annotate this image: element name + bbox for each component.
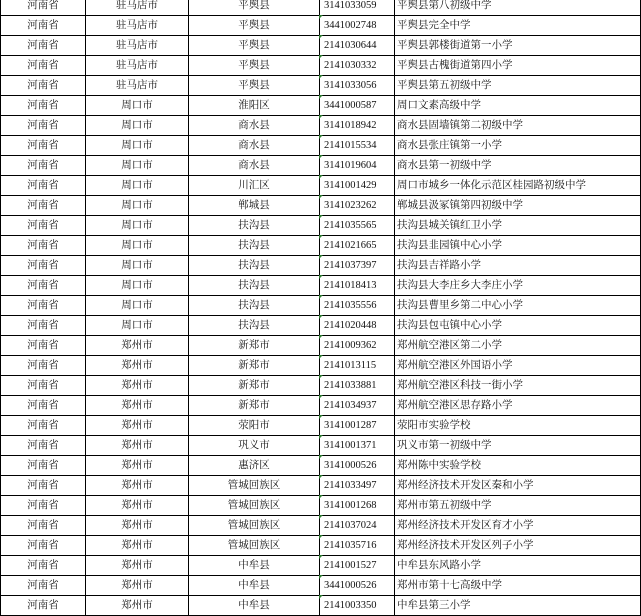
county-cell[interactable]: 巩义市: [189, 436, 320, 456]
table-row: [1, 536, 641, 556]
county-cell[interactable]: 管城回族区: [189, 476, 320, 496]
school-name-cell[interactable]: 郑州经济技术开发区秦和小学: [395, 476, 641, 496]
province-cell[interactable]: 河南省: [1, 496, 86, 516]
province-cell[interactable]: 河南省: [1, 356, 86, 376]
table-row: [1, 516, 641, 536]
table-row: [1, 216, 641, 236]
city-cell[interactable]: 郑州市: [86, 436, 189, 456]
city-cell[interactable]: 郑州市: [86, 496, 189, 516]
table-row: [1, 236, 641, 256]
school-name-cell[interactable]: 商水县张庄镇第一小学: [395, 136, 641, 156]
table-row: [1, 356, 641, 376]
table-row: [1, 0, 641, 16]
school-code-cell[interactable]: 2141015534: [320, 136, 395, 156]
province-cell[interactable]: 河南省: [1, 456, 86, 476]
county-cell[interactable]: 平舆县: [189, 36, 320, 56]
table-row: [1, 416, 641, 436]
school-code-cell[interactable]: 2141030644: [320, 36, 395, 56]
school-name-cell[interactable]: 商水县固墙镇第二初级中学: [395, 116, 641, 136]
city-cell[interactable]: 郑州市: [86, 576, 189, 596]
province-cell[interactable]: 河南省: [1, 16, 86, 36]
county-cell[interactable]: 平舆县: [189, 56, 320, 76]
county-cell[interactable]: 平舆县: [189, 0, 320, 16]
school-code-cell[interactable]: 3141001371: [320, 436, 395, 456]
table-row: [1, 256, 641, 276]
county-cell[interactable]: 荥阳市: [189, 416, 320, 436]
table-row: [1, 56, 641, 76]
school-name-cell[interactable]: 扶沟县城关镇红卫小学: [395, 216, 641, 236]
county-cell[interactable]: 扶沟县: [189, 216, 320, 236]
school-name-cell[interactable]: 郑州市第五初级中学: [395, 496, 641, 516]
school-code-cell[interactable]: 2141035565: [320, 216, 395, 236]
province-cell[interactable]: 河南省: [1, 516, 86, 536]
county-cell[interactable]: 中牟县: [189, 556, 320, 576]
province-cell[interactable]: 河南省: [1, 556, 86, 576]
city-cell[interactable]: 郑州市: [86, 516, 189, 536]
school-name-cell[interactable]: 扶沟县大李庄乡大李庄小学: [395, 276, 641, 296]
table-row: [1, 316, 641, 336]
province-cell[interactable]: 河南省: [1, 596, 86, 616]
city-cell[interactable]: 周口市: [86, 116, 189, 136]
school-name-cell[interactable]: 平舆县第五初级中学: [395, 76, 641, 96]
city-cell[interactable]: 郑州市: [86, 396, 189, 416]
school-name-cell[interactable]: 扶沟县曹里乡第二中心小学: [395, 296, 641, 316]
school-code-cell[interactable]: 2141037397: [320, 256, 395, 276]
school-code-cell[interactable]: 3141001429: [320, 176, 395, 196]
city-cell[interactable]: 周口市: [86, 136, 189, 156]
city-cell[interactable]: 周口市: [86, 96, 189, 116]
table-row: [1, 576, 641, 596]
city-cell[interactable]: 驻马店市: [86, 16, 189, 36]
city-cell[interactable]: 周口市: [86, 176, 189, 196]
table-row: [1, 196, 641, 216]
county-cell[interactable]: 管城回族区: [189, 516, 320, 536]
table-row: [1, 596, 641, 616]
county-cell[interactable]: 平舆县: [189, 16, 320, 36]
county-cell[interactable]: 中牟县: [189, 596, 320, 616]
city-cell[interactable]: 周口市: [86, 296, 189, 316]
school-code-cell[interactable]: 3141001287: [320, 416, 395, 436]
province-cell[interactable]: 河南省: [1, 216, 86, 236]
city-cell[interactable]: 驻马店市: [86, 76, 189, 96]
province-cell[interactable]: 河南省: [1, 376, 86, 396]
city-cell[interactable]: 郑州市: [86, 416, 189, 436]
city-cell[interactable]: 周口市: [86, 196, 189, 216]
city-cell[interactable]: 郑州市: [86, 536, 189, 556]
province-cell[interactable]: 河南省: [1, 576, 86, 596]
city-cell[interactable]: 郑州市: [86, 356, 189, 376]
school-code-cell[interactable]: 2141013115: [320, 356, 395, 376]
table-row: [1, 496, 641, 516]
school-name-cell[interactable]: 周口市城乡一体化示范区桂园路初级中学: [395, 176, 641, 196]
school-code-cell[interactable]: 3441002748: [320, 16, 395, 36]
city-cell[interactable]: 周口市: [86, 236, 189, 256]
school-code-cell[interactable]: 2141035716: [320, 536, 395, 556]
school-name-cell[interactable]: 郑州航空港区思存路小学: [395, 396, 641, 416]
table-row: [1, 456, 641, 476]
city-cell[interactable]: 郑州市: [86, 476, 189, 496]
school-code-cell[interactable]: 2141033881: [320, 376, 395, 396]
county-cell[interactable]: 商水县: [189, 156, 320, 176]
province-cell[interactable]: 河南省: [1, 136, 86, 156]
city-cell[interactable]: 郑州市: [86, 336, 189, 356]
school-name-cell[interactable]: 中牟县东风路小学: [395, 556, 641, 576]
table-row: [1, 16, 641, 36]
school-name-cell[interactable]: 扶沟县包屯镇中心小学: [395, 316, 641, 336]
province-cell[interactable]: 河南省: [1, 476, 86, 496]
school-name-cell[interactable]: 郑州航空港区第二小学: [395, 336, 641, 356]
school-name-cell[interactable]: 平舆县郭楼街道第一小学: [395, 36, 641, 56]
county-cell[interactable]: 淮阳区: [189, 96, 320, 116]
school-name-cell[interactable]: 郑州经济技术开发区列子小学: [395, 536, 641, 556]
school-code-cell[interactable]: 3141019604: [320, 156, 395, 176]
province-cell[interactable]: 河南省: [1, 336, 86, 356]
city-cell[interactable]: 周口市: [86, 316, 189, 336]
school-name-cell[interactable]: 郑州航空港区外国语小学: [395, 356, 641, 376]
school-code-cell[interactable]: 2141001527: [320, 556, 395, 576]
school-code-cell[interactable]: 2141037024: [320, 516, 395, 536]
school-code-cell[interactable]: 3441000587: [320, 96, 395, 116]
school-code-cell[interactable]: 2141018413: [320, 276, 395, 296]
school-code-cell[interactable]: 3141018942: [320, 116, 395, 136]
school-name-cell[interactable]: 郑州经济技术开发区育才小学: [395, 516, 641, 536]
city-cell[interactable]: 周口市: [86, 256, 189, 276]
province-cell[interactable]: 河南省: [1, 276, 86, 296]
province-cell[interactable]: 河南省: [1, 176, 86, 196]
school-code-cell[interactable]: 2141034937: [320, 396, 395, 416]
county-cell[interactable]: 商水县: [189, 116, 320, 136]
province-cell[interactable]: 河南省: [1, 536, 86, 556]
school-name-cell[interactable]: 周口文素高级中学: [395, 96, 641, 116]
table-row: [1, 556, 641, 576]
school-name-cell[interactable]: 荥阳市实验学校: [395, 416, 641, 436]
city-cell[interactable]: 郑州市: [86, 556, 189, 576]
school-code-cell[interactable]: 2141003350: [320, 596, 395, 616]
city-cell[interactable]: 周口市: [86, 216, 189, 236]
county-cell[interactable]: 川汇区: [189, 176, 320, 196]
county-cell[interactable]: 惠济区: [189, 456, 320, 476]
table-row: [1, 96, 641, 116]
county-cell[interactable]: 新郑市: [189, 356, 320, 376]
province-cell[interactable]: 河南省: [1, 296, 86, 316]
county-cell[interactable]: 新郑市: [189, 336, 320, 356]
province-cell[interactable]: 河南省: [1, 56, 86, 76]
school-code-cell[interactable]: 3141023262: [320, 196, 395, 216]
province-cell[interactable]: 河南省: [1, 156, 86, 176]
county-cell[interactable]: 扶沟县: [189, 256, 320, 276]
county-cell[interactable]: 新郑市: [189, 396, 320, 416]
school-code-cell[interactable]: 2141020448: [320, 316, 395, 336]
school-name-cell[interactable]: 郑州航空港区科技一街小学: [395, 376, 641, 396]
city-cell[interactable]: 驻马店市: [86, 36, 189, 56]
school-code-cell[interactable]: 3141033059: [320, 0, 395, 16]
province-cell[interactable]: 河南省: [1, 116, 86, 136]
school-name-cell[interactable]: 郸城县汲冢镇第四初级中学: [395, 196, 641, 216]
county-cell[interactable]: 扶沟县: [189, 296, 320, 316]
province-cell[interactable]: 河南省: [1, 36, 86, 56]
table-row: [1, 276, 641, 296]
school-name-cell[interactable]: 巩义市第一初级中学: [395, 436, 641, 456]
school-code-cell[interactable]: 2141035556: [320, 296, 395, 316]
province-cell[interactable]: 河南省: [1, 256, 86, 276]
province-cell[interactable]: 河南省: [1, 196, 86, 216]
table-row: [1, 176, 641, 196]
city-cell[interactable]: 郑州市: [86, 596, 189, 616]
city-cell[interactable]: 郑州市: [86, 376, 189, 396]
county-cell[interactable]: 管城回族区: [189, 536, 320, 556]
county-cell[interactable]: 商水县: [189, 136, 320, 156]
school-name-cell[interactable]: 商水县第一初级中学: [395, 156, 641, 176]
table-row: [1, 136, 641, 156]
province-cell[interactable]: 河南省: [1, 436, 86, 456]
table-row: [1, 476, 641, 496]
school-name-cell[interactable]: 扶沟县韭园镇中心小学: [395, 236, 641, 256]
school-name-cell[interactable]: 平舆县完全中学: [395, 16, 641, 36]
county-cell[interactable]: 郸城县: [189, 196, 320, 216]
county-cell[interactable]: 新郑市: [189, 376, 320, 396]
school-code-cell[interactable]: 3441000526: [320, 576, 395, 596]
table-row: [1, 436, 641, 456]
province-cell[interactable]: 河南省: [1, 76, 86, 96]
county-cell[interactable]: 扶沟县: [189, 316, 320, 336]
school-code-cell[interactable]: 3141033056: [320, 76, 395, 96]
table-body: [1, 0, 641, 616]
school-code-cell[interactable]: 2141009362: [320, 336, 395, 356]
school-name-cell[interactable]: 扶沟县吉祥路小学: [395, 256, 641, 276]
county-cell[interactable]: 平舆县: [189, 76, 320, 96]
school-code-cell[interactable]: 3141000526: [320, 456, 395, 476]
city-cell[interactable]: 周口市: [86, 276, 189, 296]
city-cell[interactable]: 周口市: [86, 156, 189, 176]
province-cell[interactable]: 河南省: [1, 96, 86, 116]
city-cell[interactable]: 郑州市: [86, 456, 189, 476]
table-row: [1, 296, 641, 316]
school-name-cell[interactable]: 平舆县第八初级中学: [395, 0, 641, 16]
table-row: [1, 36, 641, 56]
table-row: [1, 116, 641, 136]
school-name-cell[interactable]: 郑州陈中实验学校: [395, 456, 641, 476]
city-cell[interactable]: 驻马店市: [86, 56, 189, 76]
table-row: [1, 156, 641, 176]
table-row: [1, 396, 641, 416]
province-cell[interactable]: 河南省: [1, 316, 86, 336]
school-code-cell[interactable]: 2141030332: [320, 56, 395, 76]
county-cell[interactable]: 扶沟县: [189, 236, 320, 256]
province-cell[interactable]: 河南省: [1, 416, 86, 436]
province-cell[interactable]: 河南省: [1, 396, 86, 416]
province-cell[interactable]: 河南省: [1, 236, 86, 256]
school-code-cell[interactable]: 3141001268: [320, 496, 395, 516]
school-code-cell[interactable]: 2141033497: [320, 476, 395, 496]
city-cell[interactable]: 驻马店市: [86, 0, 189, 16]
province-cell[interactable]: 河南省: [1, 0, 86, 16]
county-cell[interactable]: 中牟县: [189, 576, 320, 596]
table-row: [1, 336, 641, 356]
county-cell[interactable]: 扶沟县: [189, 276, 320, 296]
school-name-cell[interactable]: 郑州市第十七高级中学: [395, 576, 641, 596]
school-name-cell[interactable]: 中牟县第三小学: [395, 596, 641, 616]
table-row: [1, 376, 641, 396]
school-name-cell[interactable]: 平舆县古槐街道第四小学: [395, 56, 641, 76]
county-cell[interactable]: 管城回族区: [189, 496, 320, 516]
school-code-cell[interactable]: 2141021665: [320, 236, 395, 256]
table-row: [1, 76, 641, 96]
